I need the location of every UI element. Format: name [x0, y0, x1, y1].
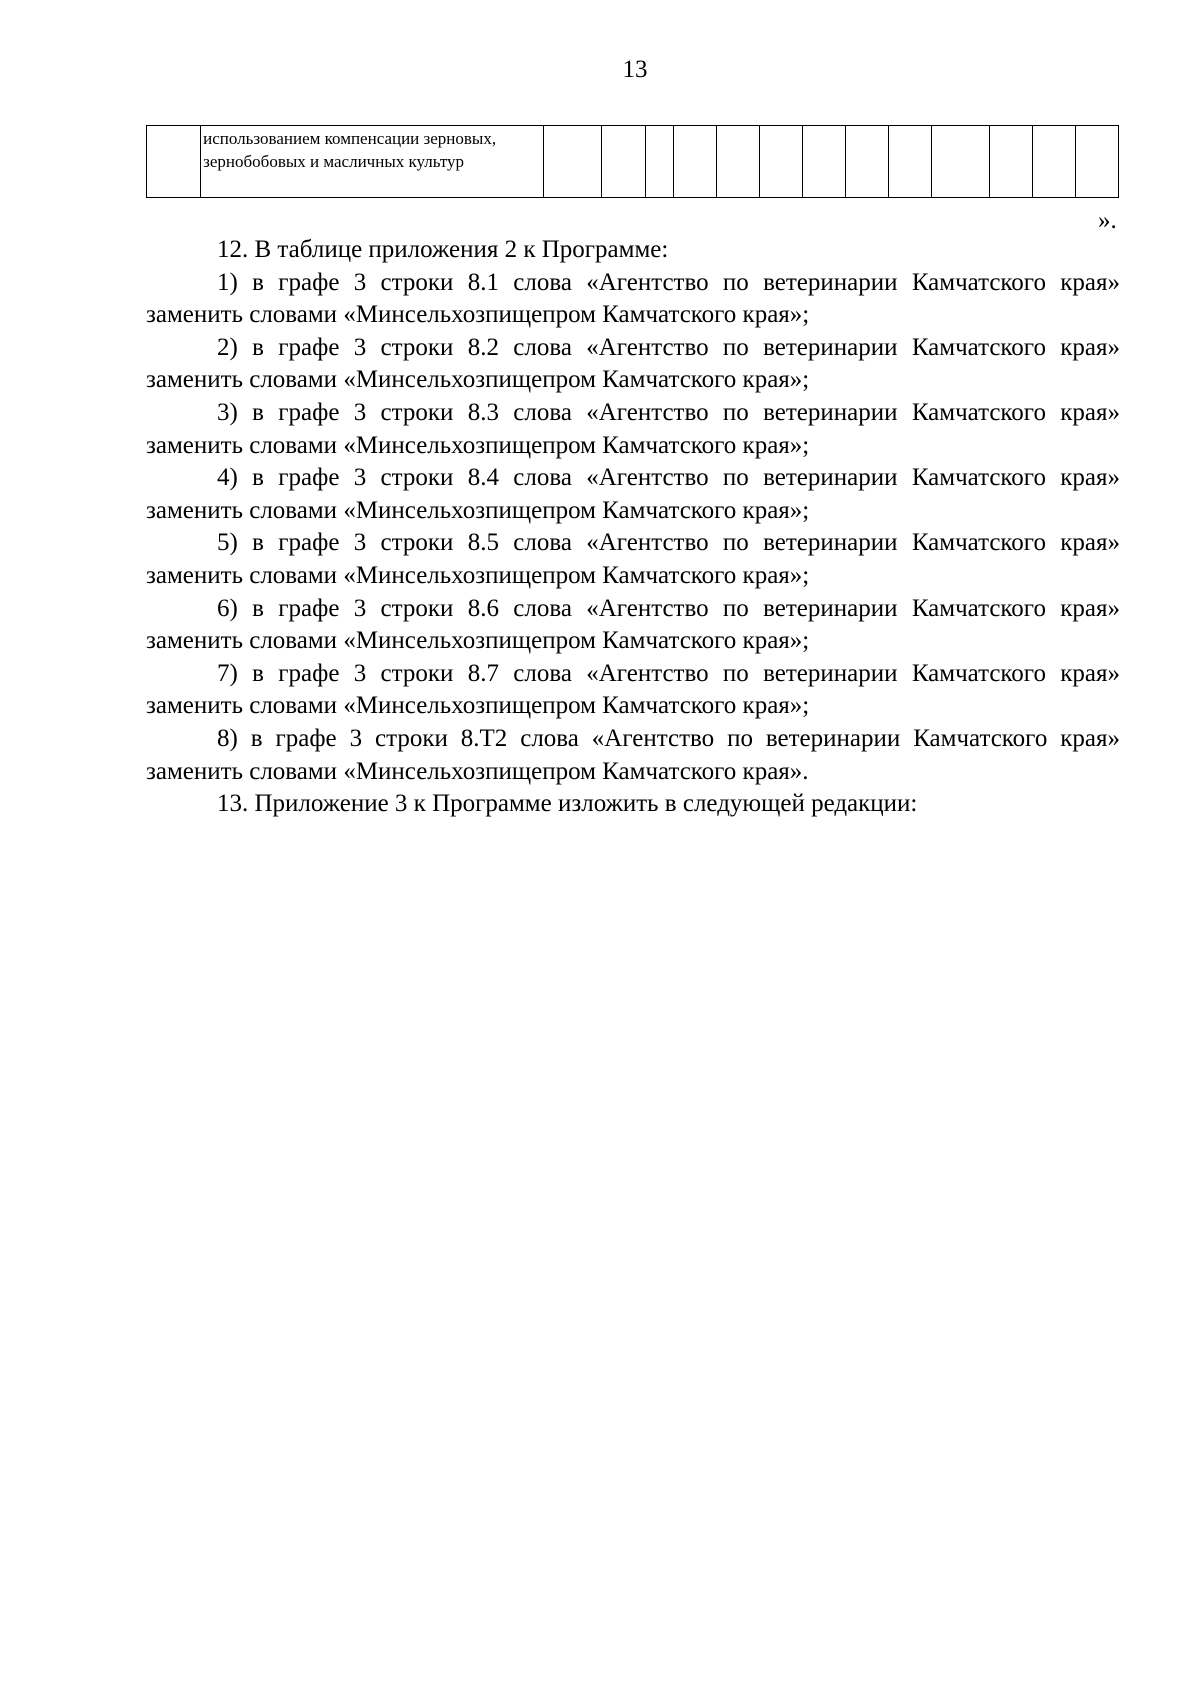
page-number: 13: [622, 56, 648, 83]
paragraph-subitem-4: 4) в графе 3 строки 8.4 слова «Агентство по ветеринарии Камчатского края» заменить словами «Минсельхозпищепром Камчатского края»;: [146, 464, 1120, 524]
paragraph-subitem-8: 8) в графе 3 строки 8.Т2 слова «Агентство по ветеринарии Камчатского края» заменить словами «Минсельхозпищепром Камчатского края».: [146, 724, 1120, 785]
table-cell-empty: [759, 126, 802, 198]
table-row: [147, 126, 1119, 198]
paragraph-subitem-5: 5) в графе 3 строки 8.5 слова «Агентство по ветеринарии Камчатского края» заменить словами «Минсельхозпищепром Камчатского края»;: [146, 529, 1120, 589]
body-text: [146, 234, 1120, 821]
table-cell-empty: [889, 126, 932, 198]
paragraph-subitem-1: 1) в графе 3 строки 8.1 слова «Агентство по ветеринарии Камчатского края» заменить словами «Минсельхозпищепром Камчатского края»;: [146, 268, 1120, 329]
table-cell-empty: [673, 126, 716, 198]
table-cell-empty: [932, 126, 989, 198]
closing-quote: ».: [1098, 207, 1117, 234]
paragraph-subitem-7: 7) в графе 3 строки 8.7 слова «Агентство по ветеринарии Камчатского края» заменить словами «Минсельхозпищепром Камчатского края»;: [146, 659, 1120, 720]
table-cell-empty: [989, 126, 1032, 198]
table-cell-empty: [645, 126, 673, 198]
paragraph-subitem-6: 6) в графе 3 строки 8.6 слова «Агентство по ветеринарии Камчатского края» заменить словами «Минсельхозпищепром Камчатского края»;: [146, 594, 1120, 655]
table-fragment: [146, 125, 1119, 198]
table-cell-number: [147, 126, 201, 198]
paragraph-item-13: 13. Приложение 3 к Программе изложить в следующей редакции:: [217, 790, 918, 818]
table-cell-empty: [716, 126, 759, 198]
table-cell-description: использованием компенсации зерновых, зернобобовых и масличных культур: [201, 126, 544, 198]
table-cell-empty: [802, 126, 845, 198]
paragraph-subitem-2: 2) в графе 3 строки 8.2 слова «Агентство по ветеринарии Камчатского края» заменить словами «Минсельхозпищепром Камчатского края»;: [146, 333, 1120, 394]
table-cell-empty: [602, 126, 645, 198]
table-cell-empty: [1032, 126, 1075, 198]
table-cell-empty: [1075, 126, 1118, 198]
table-cell-empty: [544, 126, 602, 198]
table-cell-empty: [846, 126, 889, 198]
paragraph-item-12: 12. В таблице приложения 2 к Программе:: [217, 236, 669, 263]
paragraph-subitem-3: 3) в графе 3 строки 8.3 слова «Агентство по ветеринарии Камчатского края» заменить словами «Минсельхозпищепром Камчатского края»;: [146, 398, 1120, 459]
